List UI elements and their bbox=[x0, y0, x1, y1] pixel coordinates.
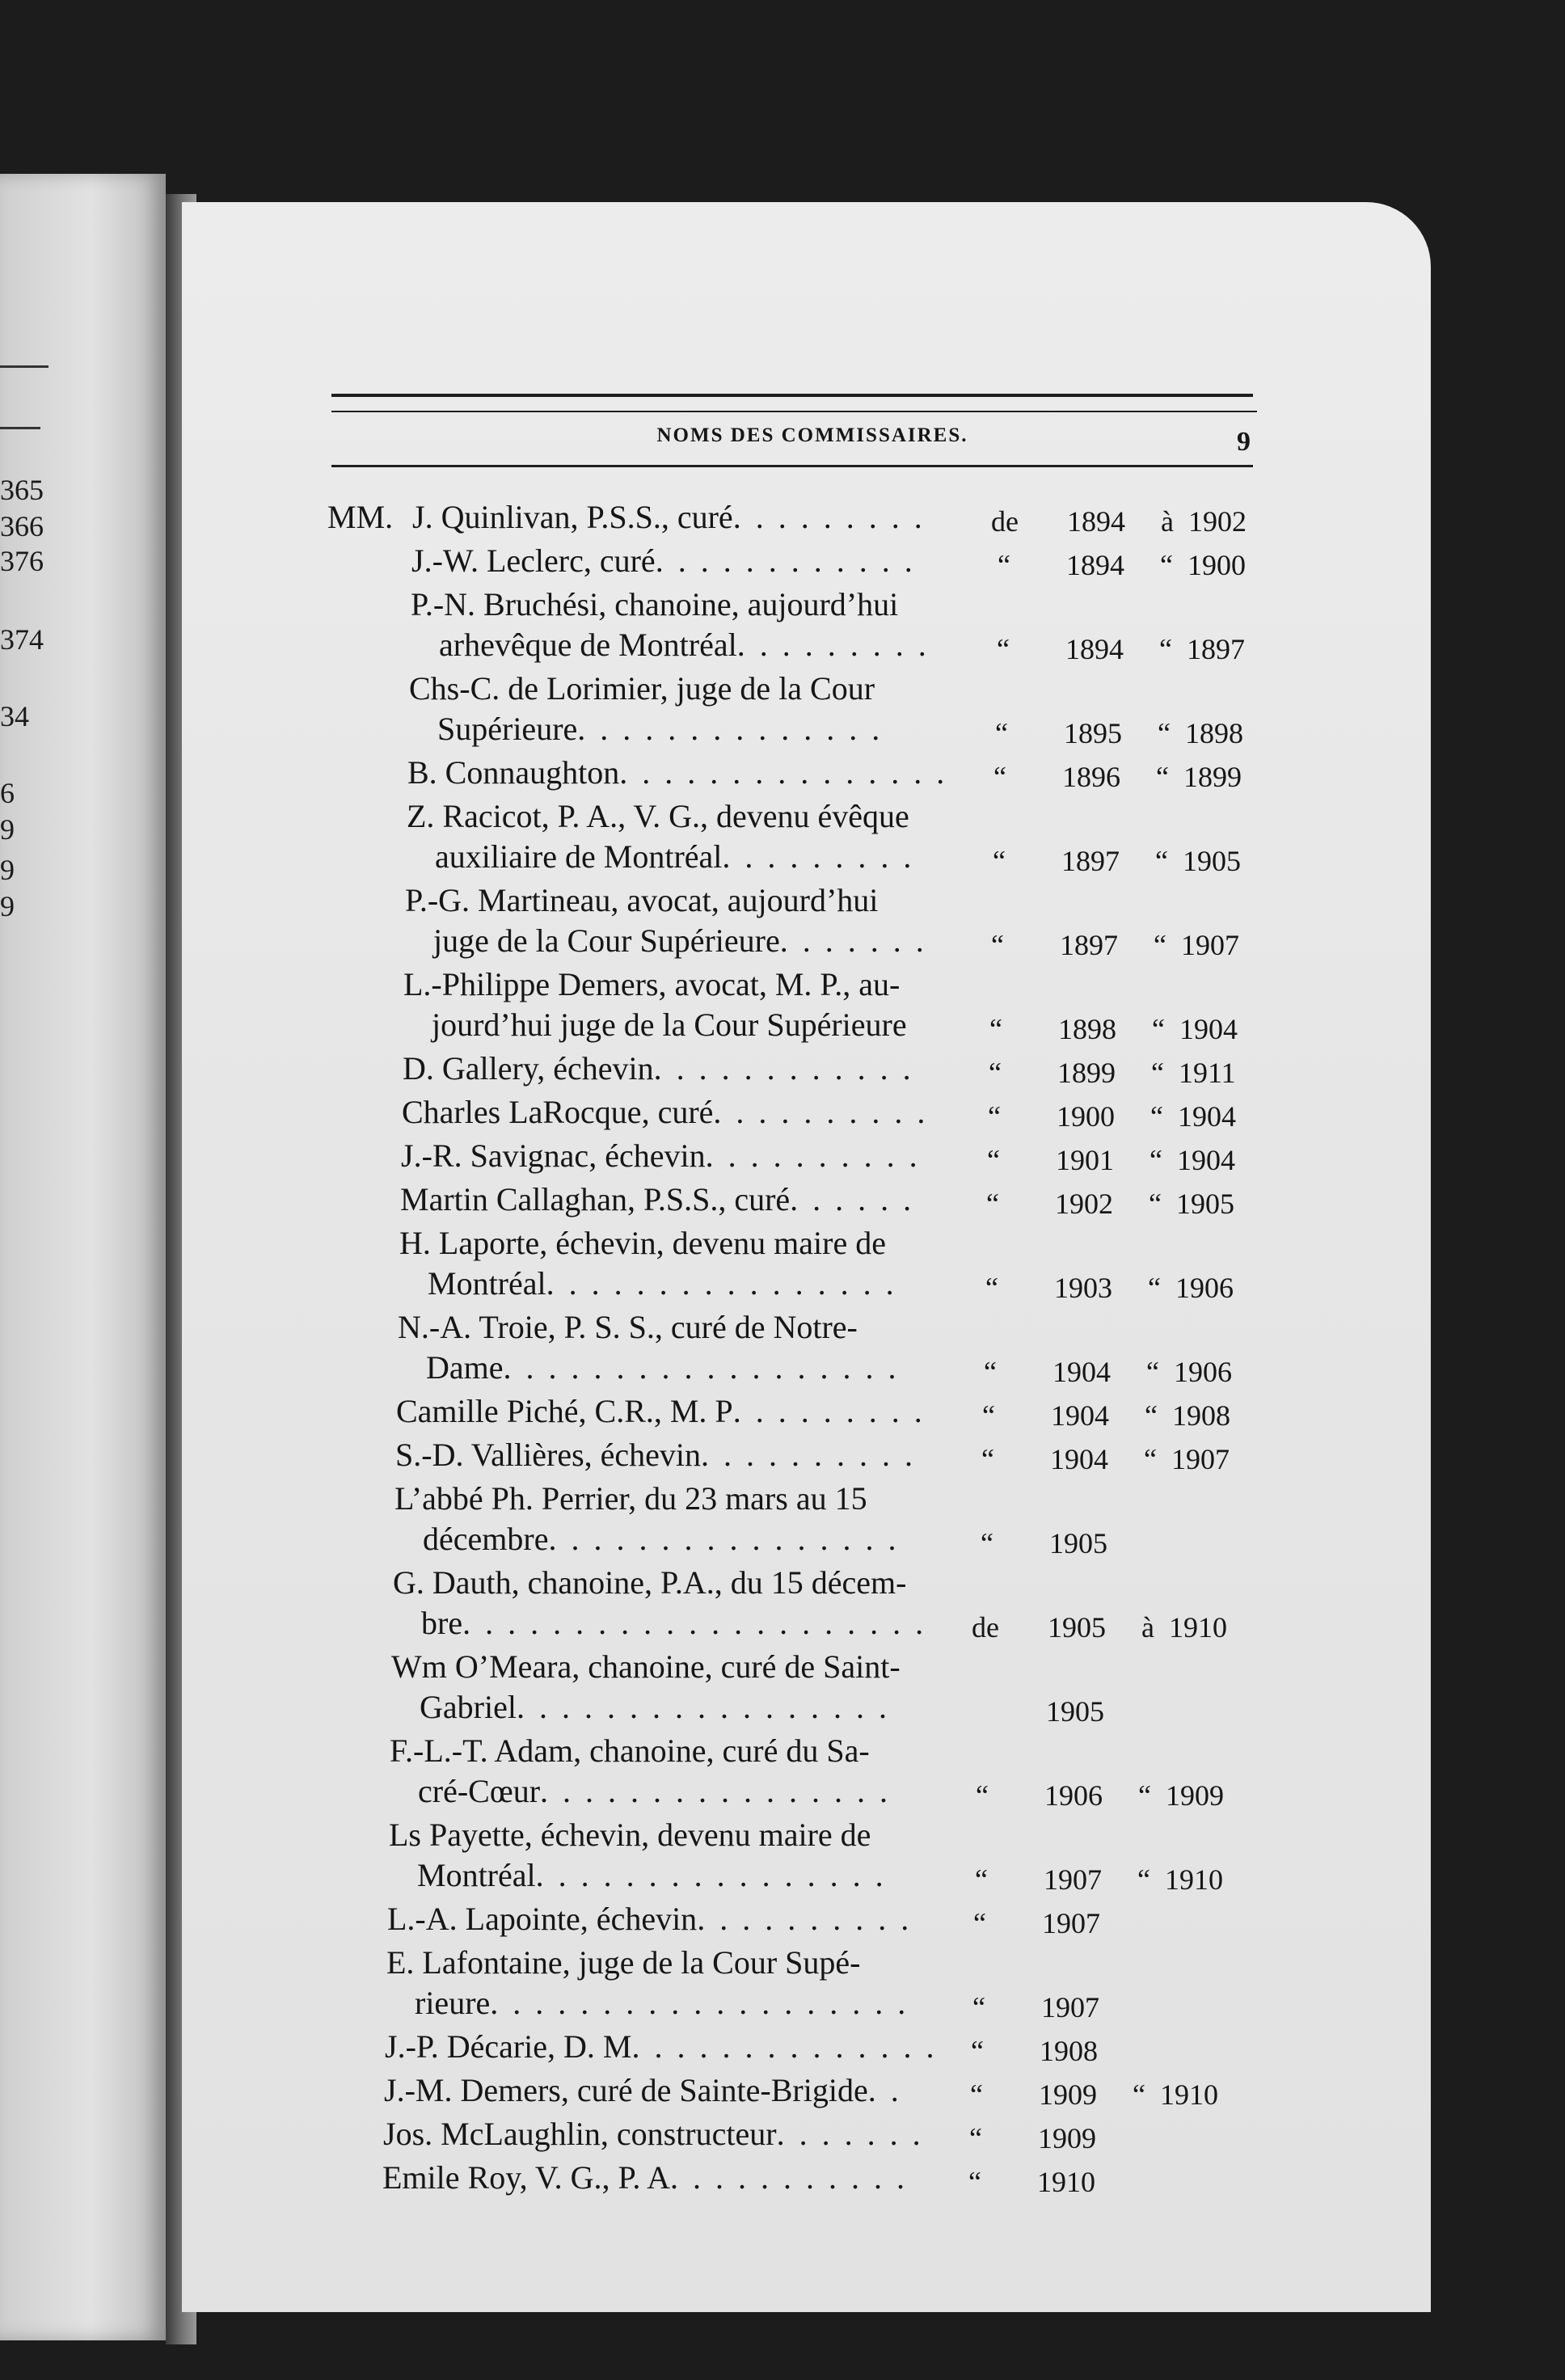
connector: “ bbox=[1159, 633, 1172, 665]
dot-leader: . . . . . . . . . . bbox=[713, 1094, 929, 1130]
year-from: 1899 bbox=[1057, 1057, 1116, 1089]
year-from: 1903 bbox=[1054, 1272, 1112, 1304]
connector: “ bbox=[1144, 1443, 1157, 1475]
year-from: 1909 bbox=[1039, 2078, 1097, 2111]
commissioner-text-line: N.-A. Troie, P. S. S., curé de Notre- bbox=[398, 1309, 858, 1345]
year-to: 1907 bbox=[1171, 1443, 1230, 1475]
commissioner-text-line: H. Laporte, échevin, devenu maire de bbox=[399, 1225, 886, 1261]
commissioner-text-line: Montréal. . . . . . . . . . . . . . . . bbox=[417, 1857, 887, 1893]
facing-page-number: 366 bbox=[0, 510, 44, 542]
year-to: 1905 bbox=[1183, 845, 1241, 877]
connector: “ bbox=[1156, 761, 1169, 793]
dot-leader: . . . . . . . . . . . . . . bbox=[631, 2028, 938, 2065]
facing-page-number: 9 bbox=[0, 890, 15, 922]
year-to: 1900 bbox=[1187, 549, 1246, 581]
commissioner-text-line: L.-A. Lapointe, échevin. . . . . . . . . . bbox=[387, 1901, 913, 1937]
dot-leader: . . . . . . . . . . . . . . . . bbox=[535, 1857, 887, 1893]
year-from: 1896 bbox=[1062, 761, 1120, 793]
commissioner-text-line: L’abbé Ph. Perrier, du 23 mars au 15 bbox=[394, 1480, 867, 1517]
commissioner-text-line: B. Connaughton. . . . . . . . . . . . . . . bbox=[407, 754, 948, 791]
connector: “ bbox=[1160, 549, 1173, 581]
facing-page-number: 365 bbox=[0, 474, 44, 506]
page-number: 9 bbox=[1237, 427, 1251, 457]
dot-leader: . . . . . . . . . . . . . . . . bbox=[540, 1773, 892, 1809]
year-from: 1906 bbox=[1044, 1779, 1103, 1812]
ditto-mark: “ bbox=[981, 1443, 994, 1475]
year-from: 1907 bbox=[1041, 1991, 1099, 2023]
year-to: 1906 bbox=[1174, 1356, 1232, 1388]
connector: “ bbox=[1155, 845, 1168, 877]
facing-page-number: 374 bbox=[0, 623, 44, 656]
ditto-mark: “ bbox=[998, 549, 1010, 581]
dot-leader: . . . . . . . . . bbox=[732, 1393, 926, 1429]
year-to: 1905 bbox=[1176, 1188, 1234, 1220]
ditto-mark: de bbox=[991, 505, 1019, 538]
commissioner-text-line: auxiliaire de Montréal. . . . . . . . . bbox=[435, 838, 915, 875]
commissioner-text-line: bre. . . . . . . . . . . . . . . . . . . . . bbox=[421, 1605, 927, 1641]
connector: à bbox=[1161, 505, 1174, 538]
ditto-mark: “ bbox=[995, 717, 1008, 749]
year-from: 1904 bbox=[1051, 1399, 1109, 1432]
dot-leader: . . . . . . . . . . . . . . . bbox=[619, 754, 948, 791]
year-to: 1908 bbox=[1172, 1399, 1230, 1432]
dot-leader: . . . . . . . . . . . . . . . . bbox=[546, 1265, 897, 1302]
facing-page-number: 9 bbox=[0, 854, 15, 886]
connector: “ bbox=[1146, 1356, 1159, 1388]
commissioner-text-line: décembre. . . . . . . . . . . . . . . . bbox=[423, 1521, 900, 1557]
commissioner-text-line: J. Quinlivan, P.S.S., curé. . . . . . . . . bbox=[412, 499, 926, 535]
year-to: 1910 bbox=[1160, 2078, 1218, 2111]
commissioner-text-line: J.-W. Leclerc, curé. . . . . . . . . . . . bbox=[411, 542, 916, 579]
commissioner-text-line: J.-M. Demers, curé de Sainte-Brigide. . bbox=[384, 2072, 902, 2108]
ditto-mark: “ bbox=[984, 1356, 997, 1388]
year-from: 1908 bbox=[1040, 2035, 1098, 2067]
connector: “ bbox=[1152, 1013, 1165, 1045]
ditto-mark: de bbox=[972, 1611, 999, 1644]
dot-leader: . . . . . . . bbox=[779, 922, 927, 959]
commissioner-text-line: jourd’hui juge de la Cour Supérieure bbox=[432, 1006, 907, 1043]
commissioner-text-line: Gabriel. . . . . . . . . . . . . . . . . bbox=[420, 1689, 890, 1725]
dot-leader: . . . . . . . . . . . . . . . . bbox=[548, 1521, 900, 1557]
connector: “ bbox=[1148, 1272, 1161, 1304]
year-to: 1910 bbox=[1169, 1611, 1227, 1644]
commissioner-text-line: Emile Roy, V. G., P. A. . . . . . . . . . . bbox=[382, 2159, 908, 2196]
commissioner-text-line: arhevêque de Montréal. . . . . . . . . bbox=[439, 627, 930, 663]
ditto-mark: “ bbox=[972, 1991, 985, 2023]
dot-leader: . . . . . . . . . . . . bbox=[655, 542, 916, 579]
year-to: 1902 bbox=[1188, 505, 1247, 538]
dot-leader: . . . . . . . . . . bbox=[697, 1901, 913, 1937]
dot-leader: . . . . . . . . . . . . bbox=[653, 1050, 914, 1087]
year-from: 1894 bbox=[1067, 505, 1125, 538]
year-to: 1910 bbox=[1165, 1863, 1223, 1896]
year-to: 1904 bbox=[1178, 1100, 1236, 1133]
year-from: 1904 bbox=[1052, 1356, 1111, 1388]
dot-leader: . . . . . . . . . bbox=[722, 838, 915, 875]
dot-leader: . . . . . . . . . . . . . . . . . . . bbox=[490, 1985, 909, 2021]
commissioner-text-line: J.-P. Décarie, D. M. . . . . . . . . . . . . . bbox=[385, 2028, 938, 2065]
ditto-mark: “ bbox=[997, 633, 1010, 665]
year-to: 1904 bbox=[1177, 1144, 1235, 1176]
ditto-mark: “ bbox=[989, 1013, 1002, 1045]
commissioner-text-line: E. Lafontaine, juge de la Cour Supé- bbox=[386, 1944, 861, 1981]
commissioner-text-line: Charles LaRocque, curé. . . . . . . . . . bbox=[402, 1094, 929, 1130]
dot-leader: . . bbox=[867, 2072, 902, 2108]
dot-leader: . . . . . . bbox=[790, 1181, 915, 1217]
ditto-mark: “ bbox=[982, 1399, 995, 1432]
year-from: 1894 bbox=[1066, 549, 1124, 581]
year-from: 1900 bbox=[1057, 1100, 1115, 1133]
connector: “ bbox=[1158, 717, 1171, 749]
year-from: 1907 bbox=[1042, 1907, 1100, 1939]
connector: à bbox=[1141, 1611, 1154, 1644]
connector: “ bbox=[1149, 1188, 1162, 1220]
commissioner-text-line: Supérieure. . . . . . . . . . . . . . bbox=[437, 711, 884, 747]
commissioner-text-line: D. Gallery, échevin. . . . . . . . . . . . bbox=[403, 1050, 914, 1087]
ditto-mark: “ bbox=[991, 929, 1004, 961]
commissioner-text-line: Z. Racicot, P. A., V. G., devenu évêque bbox=[407, 798, 909, 834]
year-to: 1899 bbox=[1183, 761, 1242, 793]
dot-leader: . . . . . . . . . . . . . . . . . . bbox=[503, 1349, 900, 1386]
year-from: 1902 bbox=[1055, 1188, 1113, 1220]
running-head: NOMS DES COMMISSAIRES. bbox=[656, 424, 968, 446]
ditto-mark: “ bbox=[988, 1100, 1001, 1133]
commissioner-text-line: Wm O’Meara, chanoine, curé de Saint- bbox=[391, 1648, 901, 1685]
commissioner-text-line: Martin Callaghan, P.S.S., curé. . . . . . bbox=[400, 1181, 915, 1217]
year-from: 1907 bbox=[1044, 1863, 1102, 1896]
year-from: 1895 bbox=[1064, 717, 1122, 749]
year-from: 1905 bbox=[1048, 1611, 1106, 1644]
facing-page-number: 34 bbox=[0, 700, 29, 732]
year-from: 1897 bbox=[1061, 845, 1120, 877]
year-from: 1898 bbox=[1058, 1013, 1116, 1045]
facing-page-number: 6 bbox=[0, 777, 15, 809]
commissioner-text-line: P.-N. Bruchési, chanoine, aujourd’hui bbox=[411, 586, 899, 622]
connector: “ bbox=[1150, 1100, 1163, 1133]
ditto-mark: “ bbox=[993, 845, 1006, 877]
commissioner-text-line: Camille Piché, C.R., M. P. . . . . . . . . bbox=[396, 1393, 926, 1429]
year-from: 1897 bbox=[1060, 929, 1118, 961]
connector: “ bbox=[1149, 1144, 1162, 1176]
commissioner-text-line: P.-G. Martineau, avocat, aujourd’hui bbox=[405, 882, 879, 918]
honorific-prefix: MM. bbox=[327, 499, 394, 535]
year-from: 1901 bbox=[1056, 1144, 1114, 1176]
ditto-mark: “ bbox=[986, 1188, 999, 1220]
commissioner-text-line: Dame. . . . . . . . . . . . . . . . . . bbox=[426, 1349, 900, 1386]
ditto-mark: “ bbox=[985, 1272, 998, 1304]
dot-leader: . . . . . . . . . . . . . . . . . bbox=[516, 1689, 890, 1725]
commissioner-text-line: rieure. . . . . . . . . . . . . . . . . . . bbox=[415, 1985, 909, 2021]
commissioner-text-line: cré-Cœur. . . . . . . . . . . . . . . . bbox=[418, 1773, 892, 1809]
dot-leader: . . . . . . . . . . bbox=[705, 1137, 921, 1174]
connector: “ bbox=[1133, 2078, 1145, 2111]
ditto-mark: “ bbox=[975, 1863, 988, 1896]
ditto-mark: “ bbox=[973, 1907, 986, 1939]
ditto-mark: “ bbox=[971, 2035, 984, 2067]
commissioner-text-line: Chs-C. de Lorimier, juge de la Cour bbox=[409, 670, 875, 707]
ditto-mark: “ bbox=[987, 1144, 1000, 1176]
connector: “ bbox=[1145, 1399, 1158, 1432]
year-to: 1906 bbox=[1175, 1272, 1234, 1304]
commissioner-text-line: juge de la Cour Supérieure. . . . . . . bbox=[433, 922, 927, 959]
dot-leader: . . . . . . . . . bbox=[736, 627, 930, 663]
dot-leader: . . . . . . . . . bbox=[732, 499, 926, 535]
year-to: 1907 bbox=[1181, 929, 1239, 961]
year-to: 1909 bbox=[1166, 1779, 1224, 1812]
ditto-mark: “ bbox=[989, 1057, 1002, 1089]
connector: “ bbox=[1151, 1057, 1164, 1089]
year-from: 1904 bbox=[1050, 1443, 1108, 1475]
ditto-mark: “ bbox=[970, 2078, 983, 2111]
year-to: 1898 bbox=[1185, 717, 1243, 749]
connector: “ bbox=[1138, 1779, 1151, 1812]
commissioner-text-line: S.-D. Vallières, échevin. . . . . . . . . . bbox=[395, 1437, 917, 1473]
dot-leader: . . . . . . . . . . . . . . bbox=[577, 711, 884, 747]
connector: “ bbox=[1154, 929, 1166, 961]
dot-leader: . . . . . . . . . . bbox=[701, 1437, 917, 1473]
dot-leader: . . . . . . . bbox=[776, 2116, 924, 2152]
facing-page-number: 9 bbox=[0, 813, 15, 846]
dot-leader: . . . . . . . . . . . . . . . . . . . . . bbox=[462, 1605, 927, 1641]
commissioner-text-line: J.-R. Savignac, échevin. . . . . . . . . . bbox=[401, 1137, 921, 1174]
commissioner-text-line: F.-L.-T. Adam, chanoine, curé du Sa- bbox=[390, 1732, 870, 1769]
year-to: 1911 bbox=[1179, 1057, 1236, 1089]
ditto-mark: “ bbox=[981, 1527, 993, 1559]
ditto-mark: “ bbox=[993, 761, 1006, 793]
year-to: 1897 bbox=[1187, 633, 1245, 665]
ditto-mark: “ bbox=[969, 2122, 982, 2154]
year-from: 1909 bbox=[1038, 2122, 1096, 2154]
commissioner-text-line: Montréal. . . . . . . . . . . . . . . . bbox=[428, 1265, 897, 1302]
connector: “ bbox=[1137, 1863, 1150, 1896]
year-from: 1905 bbox=[1049, 1527, 1107, 1559]
ditto-mark: “ bbox=[976, 1779, 989, 1812]
commissioner-text-line: Jos. McLaughlin, constructeur. . . . . . . bbox=[383, 2116, 924, 2152]
facing-page-number: 376 bbox=[0, 545, 44, 577]
commissioner-text-line: L.-Philippe Demers, avocat, M. P., au- bbox=[403, 966, 901, 1002]
commissioner-text-line: G. Dauth, chanoine, P.A., du 15 décem- bbox=[393, 1564, 907, 1601]
year-from: 1894 bbox=[1065, 633, 1124, 665]
ditto-mark: “ bbox=[968, 2166, 981, 2198]
commissioner-text-line: Ls Payette, échevin, devenu maire de bbox=[389, 1817, 871, 1853]
year-from: 1910 bbox=[1037, 2166, 1095, 2198]
year-to: 1904 bbox=[1179, 1013, 1238, 1045]
dot-leader: . . . . . . . . . . . bbox=[670, 2159, 908, 2196]
year-from: 1905 bbox=[1046, 1695, 1104, 1728]
